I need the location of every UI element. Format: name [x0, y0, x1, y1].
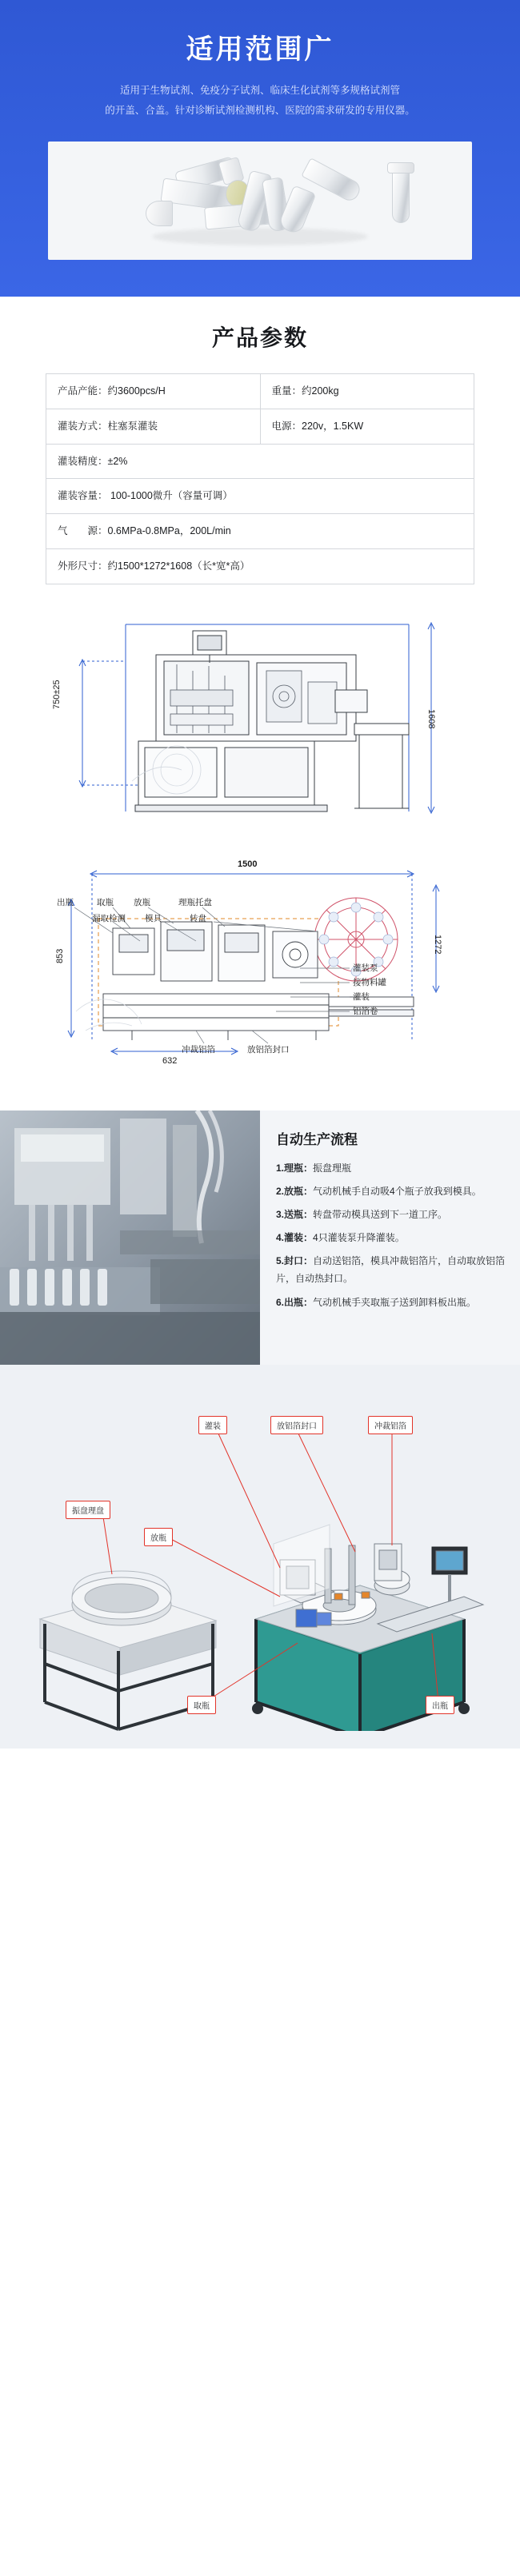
render-svg [16, 1379, 504, 1731]
step-5-no: 5. [276, 1255, 285, 1267]
param-weight: 重量：约200kg [260, 374, 474, 409]
hero-section [0, 0, 520, 297]
table-row [46, 409, 474, 444]
callout-zhenpan: 振盘理盘 [66, 1501, 110, 1519]
process-step-4 [276, 1229, 506, 1246]
hero-title: 适用范围广 [186, 34, 334, 65]
front-view-svg [36, 613, 484, 837]
table-row [46, 514, 474, 549]
label-lipingtuopan: 理瓶托盘 [178, 897, 212, 907]
params-section [0, 297, 520, 592]
process-section [0, 1111, 520, 1365]
top-view-left-dim: 853 [55, 948, 65, 963]
param-capacity: 产品产能：约3600pcs/H [46, 374, 261, 409]
step-5-name: 封口： [284, 1255, 314, 1267]
step-1-no: 1. [276, 1162, 285, 1174]
label-muju: 模具 [145, 913, 162, 923]
label-chongcailvbo: 冲裁铝箔 [182, 1044, 215, 1055]
step-5-text: 自动送铝箔，模具冲裁铝箔片，自动取放铝箔片，自动热封口。 [276, 1255, 506, 1285]
step-2-text: 气动机械手自动吸4个瓶子放我到模具。 [313, 1185, 482, 1197]
step-6-no: 6. [276, 1296, 285, 1308]
process-photo [0, 1111, 260, 1365]
tube-cap-2 [146, 201, 173, 226]
hero-product-photo [48, 142, 472, 260]
param-power: 电源：220v，1.5KW [260, 409, 474, 444]
process-step-6 [276, 1294, 506, 1311]
label-guanzhuang: 灌装 [353, 991, 370, 1002]
hero-subtitle [72, 81, 448, 121]
step-6-name: 出瓶： [284, 1296, 314, 1308]
top-view-bottom-dim: 632 [162, 1055, 178, 1066]
top-view-drawing [36, 845, 484, 1085]
callout-chongcai: 冲裁铝箔 [368, 1416, 413, 1434]
step-4-no: 4. [276, 1232, 285, 1244]
drawings-section [0, 592, 520, 1093]
table-row [46, 548, 474, 584]
step-3-name: 送瓶： [284, 1208, 314, 1220]
label-fangping: 放瓶 [134, 897, 150, 907]
process-title: 自动生产流程 [276, 1131, 358, 1147]
render-stage [16, 1379, 504, 1731]
process-photo-svg [0, 1111, 260, 1365]
label-guanzhuangbeng: 灌装泵 [353, 963, 378, 973]
hero-subtitle-line-2: 的开盖、合盖。针对诊断试剂检测机构、医院的需求研发的专用仪器。 [105, 105, 415, 116]
callout-fangping: 放瓶 [144, 1528, 173, 1546]
label-chuping: 出瓶 [57, 897, 74, 907]
front-view-height-dim: 1608 [426, 708, 436, 728]
top-view-width-dim: 1500 [238, 859, 258, 869]
tube-single [392, 170, 410, 223]
process-step-5 [276, 1252, 506, 1287]
param-volume: 灌装容量： 100-1000微升（容量可调） [46, 479, 474, 514]
step-3-no: 3. [276, 1208, 285, 1220]
step-4-name: 灌装： [284, 1232, 314, 1244]
callout-chuping: 出瓶 [426, 1696, 454, 1714]
param-dimensions: 外形尺寸：约1500*1272*1608（长*宽*高） [46, 548, 474, 584]
step-2-no: 2. [276, 1185, 285, 1197]
label-zhuanpan: 转盘 [190, 913, 206, 923]
table-row [46, 479, 474, 514]
process-step-1 [276, 1159, 506, 1177]
param-accuracy: 灌装精度：±2% [46, 444, 474, 479]
label-jiewuliaoguan: 接物料罐 [353, 977, 386, 987]
step-2-name: 放瓶： [284, 1185, 314, 1197]
hero-subtitle-line-1: 适用于生物试剂、免疫分子试剂、临床生化试剂等多规格试剂管 [119, 85, 400, 96]
callout-guanzhuang: 灌装 [198, 1416, 227, 1434]
top-view-right-dim: 1272 [433, 934, 442, 954]
param-air-source: 气 源：0.6MPa-0.8MPa，200L/min [46, 514, 474, 549]
step-4-text: 4只灌装泵升降灌装。 [313, 1232, 405, 1244]
table-row [46, 444, 474, 479]
render-section [0, 1365, 520, 1749]
step-6-text: 气动机械手夹取瓶子送到卸料板出瓶。 [313, 1296, 477, 1308]
front-view-left-dim: 750±25 [52, 679, 62, 709]
process-step-2 [276, 1182, 506, 1200]
callout-quping: 取瓶 [187, 1696, 216, 1714]
label-loujian: 漏取检测 [92, 913, 126, 923]
photo-shadow [152, 228, 368, 245]
process-text-panel [260, 1111, 520, 1365]
step-1-text: 振盘理瓶 [313, 1162, 352, 1174]
label-lvbojuan: 铝箔卷 [353, 1006, 378, 1016]
label-quping: 取瓶 [97, 897, 114, 907]
callout-fanglvbo: 放铝箔封口 [270, 1416, 323, 1434]
step-3-text: 转盘带动模具送到下一道工序。 [313, 1208, 448, 1220]
params-title: 产品参数 [211, 325, 308, 350]
step-1-name: 理瓶： [284, 1162, 314, 1174]
process-step-3 [276, 1206, 506, 1223]
tube-single-cap [387, 162, 414, 173]
front-view-drawing [36, 613, 484, 837]
param-filling-method: 灌装方式：柱塞泵灌装 [46, 409, 261, 444]
table-row [46, 374, 474, 409]
label-fanglvbofengkou: 放铝箔封口 [247, 1044, 290, 1055]
params-table [46, 373, 474, 584]
